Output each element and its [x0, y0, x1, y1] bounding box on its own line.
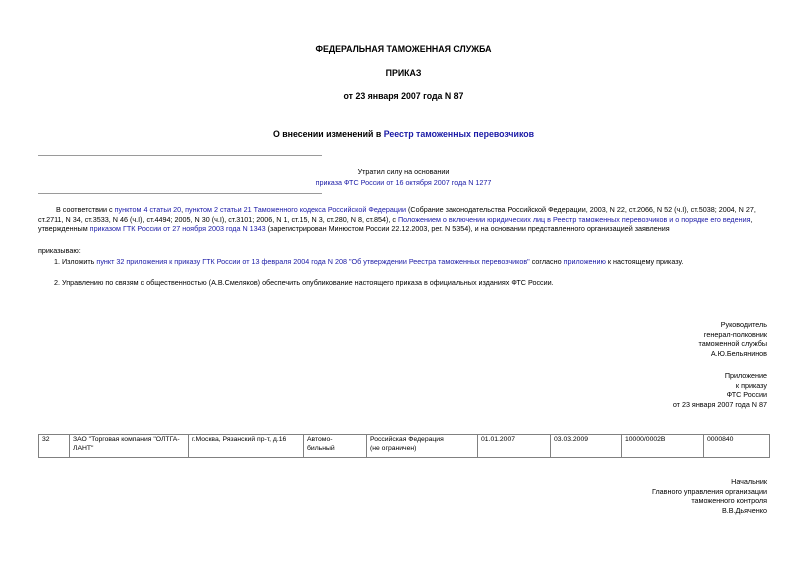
transport-line: Автомо- — [307, 436, 333, 443]
signature-line: А.Ю.Бельянинов — [710, 349, 767, 359]
status-note: Утратил силу на основании — [357, 167, 450, 176]
appendix-line: к приказу — [735, 380, 767, 390]
cell-date-start: 01.01.2007 — [478, 435, 551, 458]
item-text: 1. Изложить — [54, 257, 97, 266]
company-line: ЗАО "Торговая компания "ОЛТГА- — [73, 436, 180, 443]
preamble — [38, 205, 770, 234]
cell-date-end: 03.03.2009 — [551, 435, 622, 458]
table-row — [39, 435, 770, 458]
cell-company — [70, 435, 189, 458]
zone-line: (не ограничен) — [370, 444, 417, 452]
register-link[interactable]: Реестр таможенных перевозчиков — [383, 129, 535, 139]
preamble-text: (зарегистрирован Минюстом России 22.12.2003, рег. N 5354), и на основании представленного организацией заявления — [265, 224, 670, 234]
appendix-item-link[interactable]: пункт 32 приложения к приказу ГТК России от 13 февраля 2004 года N 208 "Об утверждении Реестра таможенных перевозчиков" — [96, 257, 530, 266]
appendix-line: от 23 января 2007 года N 87 — [672, 400, 767, 410]
register-table — [38, 434, 770, 458]
cell-zone — [367, 435, 478, 458]
order-item-2: 2. Управлению по связям с общественностью (А.В.Смеляков) обеспечить опубликование настоящего приказа в официальных изданиях ФТС России. — [54, 278, 554, 287]
footer-signature-line: Главного управления организации — [652, 486, 767, 496]
preamble-text: В соответствии с — [56, 205, 115, 214]
appendix-line: ФТС России — [726, 390, 767, 400]
footer-signature-line: Начальник — [731, 477, 767, 486]
doc-date: от 23 января 2007 года N 87 — [343, 91, 464, 101]
doc-subject — [0, 129, 807, 141]
transport-line: бильный — [307, 444, 335, 452]
order-item-1 — [38, 257, 770, 267]
order-word: приказываю: — [38, 246, 81, 255]
preamble-text: , — [181, 205, 186, 214]
cell-cert-no: 10000/0002В — [622, 435, 704, 458]
footer-signature-line: таможенного контроля — [691, 496, 767, 506]
cell-reg-no: 0000840 — [704, 435, 770, 458]
repeal-order-link[interactable]: приказа ФТС России от 16 октября 2007 года N 1277 — [315, 178, 492, 187]
subject-prefix: О внесении изменений в — [272, 129, 384, 139]
company-line: ЛАНТ" — [73, 444, 94, 452]
appendix-block — [673, 371, 767, 410]
appendix-line: Приложение — [724, 371, 767, 380]
cell-address: г.Москва, Рязанский пр-т, д.16 — [189, 435, 304, 458]
signature-line: таможенной службы — [698, 339, 767, 349]
signature-line: генерал-полковник — [703, 329, 767, 339]
regulation-link[interactable]: Положением о включении юридических лиц в Реестр таможенных перевозчиков и о порядке его ведения — [398, 214, 751, 224]
signature-block — [699, 320, 767, 359]
divider-bottom — [38, 193, 322, 194]
preamble-text: (Собрание законодательства Российской Федерации, 2003, N 22, ст.2066, N 52 (ч.I), ст.5038; 2004, N 27, ст.2711, N 34, ст.3533, N 46 (ч.I), ст.4494; 2005, N 30 (ч.I), ст.3101; 2006, N 1, ст.15, N 3, ст.280, N 8, ст.854), с — [38, 205, 756, 224]
divider-top — [38, 155, 322, 156]
preamble-text: , утвержденным — [38, 214, 753, 234]
customs-code-link-1[interactable]: пунктом 4 статьи 20 — [114, 205, 182, 214]
footer-signature-line: В.В.Дьяченко — [721, 506, 767, 516]
signature-line: Руководитель — [720, 320, 767, 329]
doc-type: ПРИКАЗ — [385, 68, 422, 78]
item-text: согласно — [529, 257, 564, 266]
footer-signature-block — [652, 477, 767, 516]
gtk-order-link[interactable]: приказом ГТК России от 27 ноября 2003 года N 1343 — [89, 224, 266, 234]
item-text: к настоящему приказу. — [605, 257, 684, 266]
appendix-link[interactable]: приложению — [563, 257, 606, 266]
cell-transport — [304, 435, 367, 458]
cell-num: 32 — [39, 435, 70, 458]
customs-code-link-2[interactable]: пунктом 2 статьи 21 Таможенного кодекса Российской Федерации — [185, 205, 406, 214]
zone-line: Российская Федерация — [370, 436, 444, 443]
org-name: ФЕДЕРАЛЬНАЯ ТАМОЖЕННАЯ СЛУЖБА — [315, 44, 492, 54]
